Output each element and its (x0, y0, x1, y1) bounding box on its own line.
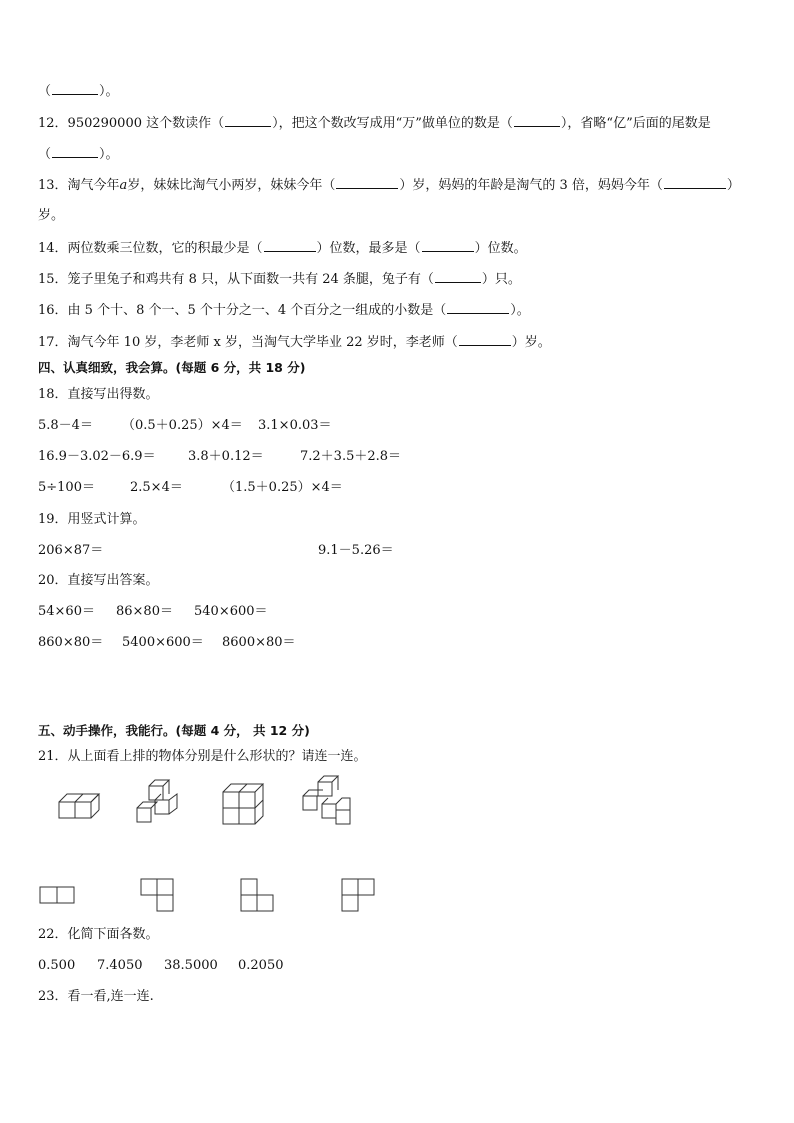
answer-blank[interactable] (422, 239, 474, 252)
expression: 7.2＋3.5＋2.8＝ (300, 449, 402, 464)
expression: 16.9－3.02－6.9＝ (38, 449, 156, 464)
expression: 540×600＝ (194, 604, 268, 619)
answer-blank[interactable] (447, 301, 509, 314)
question-21: 21．从上面看上排的物体分别是什么形状的？请连一连。 (38, 749, 367, 764)
expression: 3.1×0.03＝ (258, 418, 332, 433)
question-12: 12．950290000 这个数读作（ ），把这个数改写成用“万”做单位的数是（ ），省略“亿”后面的尾数是 (38, 116, 711, 131)
answer-blank[interactable] (225, 114, 271, 127)
question-22: 22．化简下面各数。 (38, 927, 159, 942)
answer-blank[interactable] (52, 145, 98, 158)
answer-blank[interactable] (336, 176, 398, 189)
top-view-shape-4 (339, 876, 379, 916)
cube-stack-figure-3 (220, 782, 270, 828)
expression: 5400×600＝ (122, 635, 204, 650)
question-19: 19．用竖式计算。 (38, 512, 146, 527)
expression: 206×87＝ (38, 543, 104, 558)
expression: 54×60＝ (38, 604, 95, 619)
question-15: 15．笼子里兔子和鸡共有 8 只，从下面数一共有 24 条腿，兔子有（ ）只。 (38, 272, 521, 287)
question-20: 20．直接写出答案。 (38, 573, 159, 588)
number-value: 0.2050 (238, 958, 284, 973)
question-17: 17．淘气今年 10 岁，李老师 x 岁，当淘气大学毕业 22 岁时，李老师（ ）岁。 (38, 335, 551, 350)
answer-blank[interactable] (459, 333, 511, 346)
expression: 9.1－5.26＝ (318, 543, 394, 558)
expression: （1.5＋0.25）×4＝ (222, 480, 343, 495)
answer-blank[interactable] (435, 270, 481, 283)
cube-stack-figure-2 (133, 778, 187, 830)
cube-stack-figure-1 (55, 788, 105, 828)
question-14: 14．两位数乘三位数，它的积最少是（ ）位数，最多是（ ）位数。 (38, 241, 527, 256)
variable-a: a (119, 178, 128, 193)
expression: 2.5×4＝ (130, 480, 183, 495)
section-4-title: 四、认真细致，我会算。(每题 6 分，共 18 分) (38, 360, 306, 375)
question-13-continued: 岁。 (38, 208, 65, 223)
expression: 5÷100＝ (38, 480, 95, 495)
expression: 860×80＝ (38, 635, 104, 650)
cube-stack-figure-4 (300, 774, 356, 830)
number-value: 38.5000 (164, 958, 218, 973)
expression: 8600×80＝ (222, 635, 296, 650)
question-16: 16．由 5 个十、8 个一、5 个十分之一、4 个百分之一组成的小数是（ ）。 (38, 303, 530, 318)
answer-blank[interactable] (52, 82, 98, 95)
expression: 86×80＝ (116, 604, 173, 619)
number-value: 7.4050 (97, 958, 143, 973)
expression: （0.5＋0.25）×4＝ (122, 418, 243, 433)
question-12-continued: （ ）。 (38, 147, 119, 162)
number-value: 0.500 (38, 958, 76, 973)
section-5-title: 五、动手操作，我能行。(每题 4 分， 共 12 分) (38, 723, 310, 738)
question-18: 18．直接写出得数。 (38, 387, 159, 402)
question-13: 13．淘气今年a岁，妹妹比淘气小两岁，妹妹今年（ ）岁，妈妈的年龄是淘气的 3 倍，妈妈今年（ ） (38, 178, 740, 193)
expression: 5.8－4＝ (38, 418, 93, 433)
top-view-shape-2 (138, 876, 178, 916)
answer-blank[interactable] (664, 176, 726, 189)
q11-continuation: （ ）。 (38, 84, 119, 99)
question-23: 23．看一看,连一连. (38, 989, 154, 1004)
answer-blank[interactable] (514, 114, 560, 127)
answer-blank[interactable] (264, 239, 316, 252)
expression: 3.8＋0.12＝ (188, 449, 264, 464)
top-view-shape-1 (38, 884, 78, 906)
top-view-shape-3 (238, 876, 278, 916)
